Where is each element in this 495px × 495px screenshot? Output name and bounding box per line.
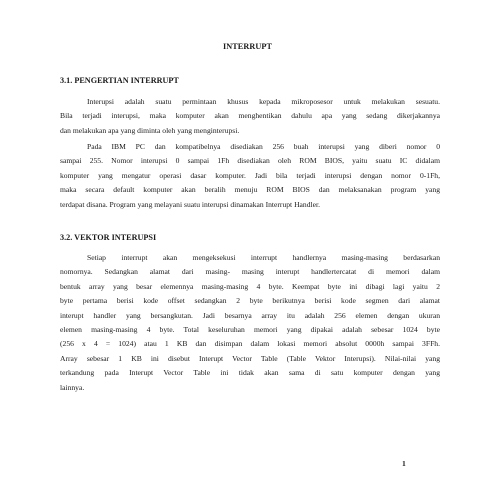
paragraph-line: lainnya. [60,382,85,392]
paragraph-line: bentuk array yang besar elemennya masing-masing 4 byte. Keempat byte ini dibagi lagi yaitu 2 [60,281,440,291]
section-heading-vektor-interupsi: 3.2. VEKTOR INTERUPSI [60,233,157,242]
paragraph-line: Array sebesar 1 KB ini disebut Interupt Vector Table (Table Vektor Interupsi). Nilai-nilai yang [60,353,440,363]
section-heading-pengertian-interrupt: 3.1. PENGERTIAN INTERRUPT [60,76,179,85]
paragraph-line: interupt handler yang bersangkutan. Jadi besarnya array itu adalah 256 elemen dengan ukuran [60,310,440,320]
page-number: 1 [402,459,406,468]
paragraph-line: Bila terjadi interupsi, maka komputer akan menghentikan dahulu apa yang sedang dikerjakannya [60,111,440,121]
paragraph-line: Pada IBM PC dan kompatibelnya disediakan 256 buah interupsi yang diberi nomor 0 [87,142,440,151]
paragraph-line: Setiap interrupt akan mengeksekusi interrupt handlernya masing-masing berdasarkan [87,253,440,262]
paragraph-interupsi-definition [60,95,440,138]
paragraph-line: terkandung pada Interupt Vector Table ini tidak akan sama di satu komputer dengan yang [60,368,440,378]
paragraph-line: nomornya. Sedangkan alamat dari masing- masing interupt handlertercatat di memori dalam [60,267,440,277]
paragraph-line: maka secara default komputer akan beralih menuju ROM BIOS dan melaksanakan program yang [60,185,440,195]
paragraph-line: dan melakukan apa yang diminta oleh yang menginterupsi. [60,125,240,135]
paragraph-line: (256 x 4 = 1024) atau 1 KB dan disimpan dalam lokasi memori absolut 0000h sampai 3FFh. [60,339,440,349]
paragraph-vektor-interupsi [60,251,440,395]
paragraph-line: sampai 255. Nomor interupsi 0 sampai 1Fh disediakan oleh ROM BIOS, yaitu suatu IC didalam [60,156,440,166]
paragraph-ibm-pc-interupsi [60,140,440,212]
paragraph-line: elemen masing-masing 4 byte. Total keseluruhan memori yang dipakai adalah sebesar 1024 byte [60,324,440,334]
paragraph-line: byte pertama berisi kode offset sedangkan 2 byte berikutnya berisi kode segmen dari alamat [60,296,440,306]
paragraph-line: komputer yang mengatur operasi dasar komputer. Jadi bila terjadi interupsi dengan nomor 0-1Fh, [60,170,440,180]
page-title: INTERRUPT [222,42,273,51]
paragraph-line: terdapat disana. Program yang melayani suatu interupsi dinamakan Interrupt Handler. [60,199,321,209]
paragraph-line: Interupsi adalah suatu permintaan khusus kepada mikroposesor untuk melakukan sesuatu. [87,97,440,106]
